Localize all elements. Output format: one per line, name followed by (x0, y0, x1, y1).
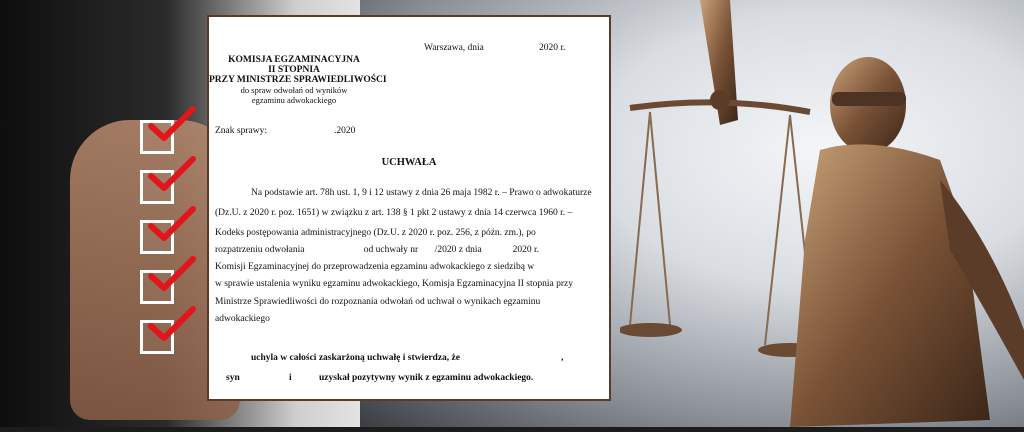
commission-subtitle-line: do spraw odwołań od wyników (240, 85, 348, 95)
result-line: uzyskał pozytywny wynik z egzaminu adwokackiego. (319, 373, 534, 383)
lady-justice-statue (620, 0, 1024, 427)
body-line: Ministrze Sprawiedliwości do rozpoznania odwołań od uchwał o wynikach egzaminu (215, 297, 541, 307)
place-date: Warszawa, dnia (424, 43, 484, 53)
case-number-label: Znak sprawy: (215, 126, 267, 136)
check-mark-icon (148, 156, 196, 194)
commission-name-line: II STOPNIA (268, 65, 320, 75)
commission-subtitle-line: egzaminu adwokackiego (251, 95, 337, 105)
commission-name-line: KOMISJA EGZAMINACYJNA (228, 55, 360, 65)
document-title: UCHWAŁA (381, 157, 437, 168)
checklist (140, 120, 200, 360)
check-mark-icon (148, 106, 196, 144)
check-mark-icon (148, 256, 196, 294)
body-line: rozpatrzeniu odwołania od uchwały nr /2020 z dnia 2020 r. (215, 245, 539, 255)
body-line: adwokackiego (215, 314, 270, 324)
check-mark-icon (148, 306, 196, 344)
result-prefix: syn (226, 373, 240, 383)
check-mark-icon (148, 206, 196, 244)
body-line: Kodeks postępowania administracyjnego (Dz.U. z 2020 r. poz. 256, z późn. zm.), po (215, 228, 536, 238)
body-line: Komisji Egzaminacyjnej do przeprowadzenia egzaminu adwokackiego z siedzibą w (215, 262, 535, 272)
commission-name-line: PRZY MINISTRZE SPRAWIEDLIWOŚCI (209, 75, 387, 85)
result-conjunction: i (289, 373, 292, 383)
body-line: w sprawie ustalenia wyniku egzaminu adwokackiego, Komisja Egzaminacyjna II stopnia przy (215, 279, 573, 289)
decision-comma: , (561, 353, 564, 363)
body-line: Na podstawie art. 78h ust. 1, 9 i 12 ustawy z dnia 26 maja 1982 r. – Prawo o adwokaturze (251, 188, 592, 198)
case-number-year: .2020 (334, 126, 356, 136)
decision-line: uchyla w całości zaskarżoną uchwałę i stwierdza, że (251, 353, 460, 363)
date-year: 2020 r. (539, 43, 566, 53)
body-line: (Dz.U. z 2020 r. poz. 1651) w związku z art. 138 § 1 pkt 2 ustawy z dnia 14 czerwca 1960 r. – (215, 208, 573, 218)
resolution-document (207, 15, 611, 401)
